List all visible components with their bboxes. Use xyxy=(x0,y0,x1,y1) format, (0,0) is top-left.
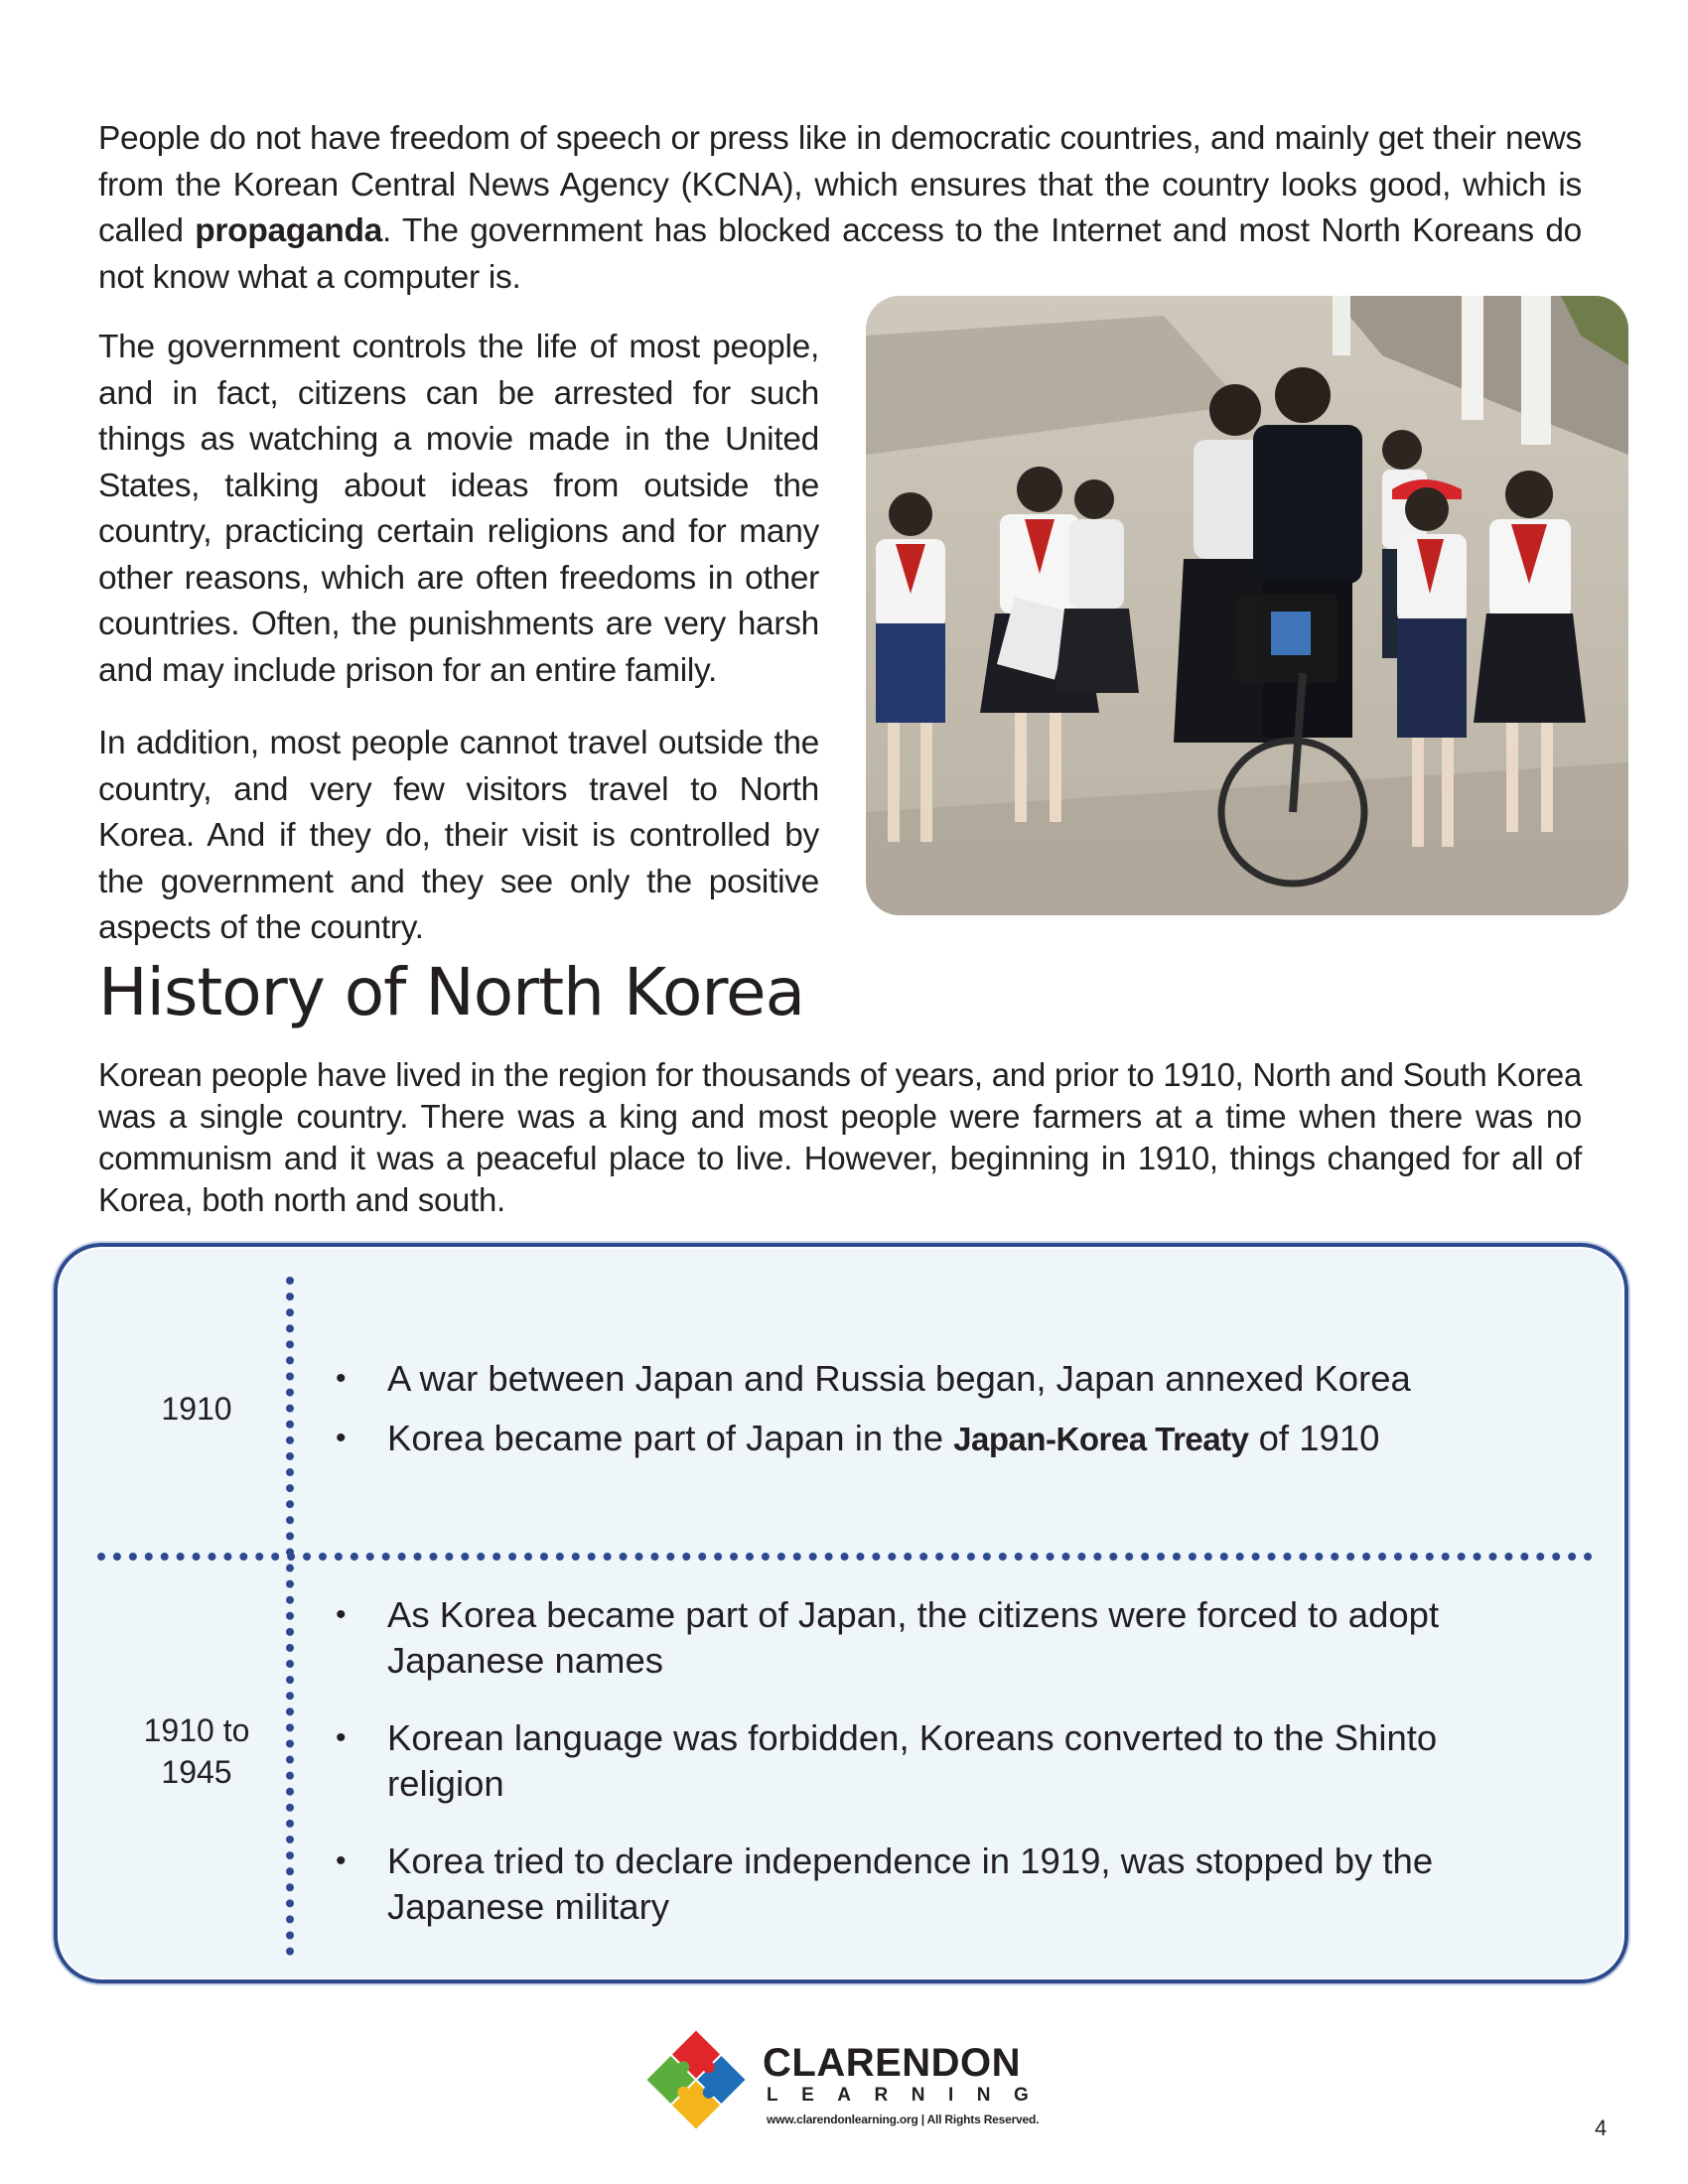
brand-name: CLARENDON xyxy=(763,2041,1022,2085)
list-item-text-after: of 1910 xyxy=(1248,1418,1380,1458)
year-line-1: 1910 to xyxy=(143,1712,250,1748)
list-item-text-before: Korea became part of Japan in the xyxy=(387,1418,954,1458)
bullet-icon: • xyxy=(336,1362,347,1395)
year-line-2: 1945 xyxy=(161,1754,232,1790)
list-item-text: Korean language was forbidden, Koreans converted to the Shinto religion xyxy=(387,1717,1438,1804)
timeline-row-1910-1945-list xyxy=(336,1592,1547,1962)
intro-paragraph-2: The government controls the life of most people, and in fact, citizens can be arrested for such things as watching a movie made in the United States, talking about ideas from outside the country, practicing certain religions and for many other reasons, which are often freedoms in other countries. Often, the punishments are very harsh and may include prison for an entire family. xyxy=(98,329,819,689)
list-item-text: A war between Japan and Russia began, Japan annexed Korea xyxy=(387,1358,1411,1399)
list-item-text: As Korea became part of Japan, the citizens were forced to adopt Japanese names xyxy=(387,1594,1440,1681)
list-item xyxy=(336,1715,1547,1807)
brand-subtitle: LEARNING xyxy=(767,2085,1053,2106)
timeline-box xyxy=(54,1243,1628,1983)
timeline-row-1910-list xyxy=(336,1356,1547,1476)
treaty-name: Japan-Korea Treaty xyxy=(953,1421,1249,1457)
list-item-text: Korea tried to declare independence in 1919, was stopped by the Japanese military xyxy=(387,1841,1434,1927)
bullet-icon: • xyxy=(336,1422,347,1454)
bullet-icon: • xyxy=(336,1721,347,1754)
schoolchildren-photo xyxy=(866,296,1628,915)
list-item xyxy=(336,1416,1547,1462)
puzzle-logo-icon xyxy=(641,2025,751,2134)
timeline-vertical-divider xyxy=(286,1277,294,1956)
history-heading: History of North Korea xyxy=(98,954,805,1030)
list-item xyxy=(336,1592,1547,1684)
intro-p1-text-after: . The government has blocked access to the Internet and most North Koreans do not know what a computer is. xyxy=(98,212,1582,296)
brand-url: www.clarendonlearning.org | All Rights Reserved. xyxy=(767,2113,1040,2126)
timeline-horizontal-divider xyxy=(97,1553,1593,1561)
history-paragraph: Korean people have lived in the region for thousands of years, and prior to 1910, North and South Korea was a single country. There was a king and most people were farmers at a time when there was no communism and it was a peaceful place to live. However, beginning in 1910, things changed for all of Korea, both north and south. xyxy=(98,1056,1582,1218)
page-number: 4 xyxy=(1595,2116,1608,2140)
intro-paragraph-3: In addition, most people cannot travel outside the country, and very few visitors travel to North Korea. And if they do, their visit is controlled by the government and they see only the positive aspects of the country. xyxy=(98,725,819,946)
list-item xyxy=(336,1356,1547,1402)
intro-paragraph-1 xyxy=(98,116,1582,301)
bullet-icon: • xyxy=(336,1598,347,1631)
propaganda-term: propaganda xyxy=(195,212,382,249)
intro-p1-text-before: People do not have freedom of speech or press like in democratic countries, and mainly get their news from the Korean Central News Agency (KCNA), which ensures that the country looks good, which is called xyxy=(98,120,1582,249)
bullet-icon: • xyxy=(336,1844,347,1877)
list-item xyxy=(336,1839,1547,1930)
timeline-year-1910-to-1945 xyxy=(117,1709,276,1793)
timeline-year-1910: 1910 xyxy=(161,1391,232,1427)
